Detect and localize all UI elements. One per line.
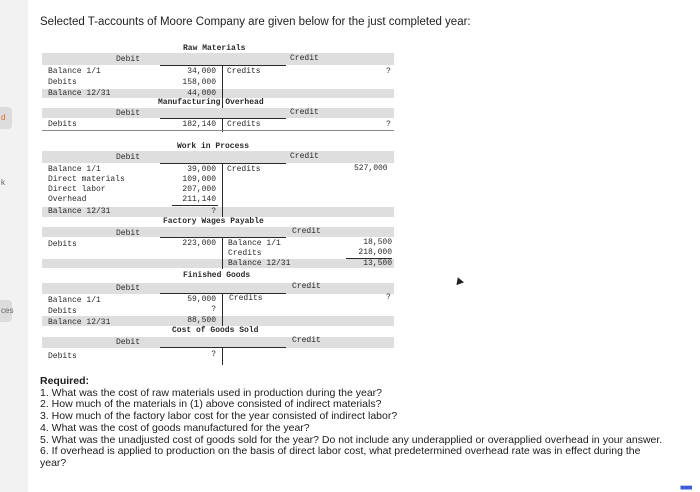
raw-value-debits: 158,000 [182,78,216,87]
raw-materials-title: Raw Materials [183,44,246,53]
moh-debit-header: Debit [116,109,141,118]
fg-title: Finished Goods [183,271,251,280]
cogs-label-debits: Debits [48,352,77,361]
fg-label-end: Balance 12/31 [48,318,111,327]
fg-t-stem [222,293,223,326]
wip-credits-value: 527,000 [354,164,388,173]
fwp-title: Factory Wages Payable [163,217,264,226]
cogs-t-stem [222,347,223,365]
side-tab-label: d [1,113,6,122]
raw-label-debits: Debits [48,78,77,87]
wip-t-bar [160,163,286,164]
fwp-t-bar [160,237,286,238]
cogs-t-bar [160,347,286,348]
wip-credits-label: Credits [227,165,261,174]
required-heading: Required: [40,375,90,387]
required-section [40,376,700,470]
question-4: 4. What was the cost of goods manufactured for the year? [40,421,310,434]
fwp-t-stem [222,237,223,269]
moh-rule [42,130,394,131]
wip-title: Work in Process [177,142,250,151]
wip-value-dm: 109,000 [182,175,216,184]
side-label: k [1,178,5,187]
wip-label-dl: Direct labor [48,185,106,194]
moh-credit-header: Credit [290,108,319,117]
moh-value-debits: 182,140 [182,120,216,129]
cogs-title: Cost of Goods Sold [172,326,259,335]
wip-value-dl: 207,000 [182,185,216,194]
moh-credits-label: Credits [227,120,261,129]
fwp-label-debits: Debits [48,240,77,249]
raw-label-end: Balance 12/31 [48,89,111,98]
moh-label-debits: Debits [48,120,77,129]
fwp-label-end: Balance 12/31 [228,259,291,268]
fg-value-debits: ? [211,305,216,314]
more-dots-icon[interactable]: ■■■ [680,483,692,492]
side-tab-label: ces [1,306,14,315]
wip-t-stem [222,163,223,217]
fg-credits-value: ? [386,293,391,302]
moh-title: Manufacturing Overhead [158,98,264,107]
raw-label-beg: Balance 1/1 [48,67,101,76]
raw-value-end: 44,000 [187,89,216,98]
fwp-credit-header: Credit [292,227,321,236]
wip-value-end: ? [211,207,216,216]
question-6-continued: year? [40,456,67,469]
moh-t-bar [160,118,286,119]
raw-value-beg: 34,000 [187,67,216,76]
fwp-label-credits: Credits [228,249,262,258]
cogs-credit-header: Credit [292,336,321,345]
cogs-value-debits: ? [211,350,216,359]
cogs-debit-header: Debit [116,338,141,347]
left-window-edge [0,0,28,492]
wip-debit-header: Debit [116,153,141,162]
raw-debit-header: Debit [116,55,141,64]
wip-value-oh: 211,140 [182,195,216,204]
question-6: 6. If overhead is applied to production on the basis of direct labor cost, what predetermined overhead rate was in effect during the [40,445,641,458]
wip-value-beg: 39,000 [187,165,216,174]
raw-header-band [42,53,394,65]
wip-label-end: Balance 12/31 [48,207,111,216]
question-5: 5. What was the unadjusted cost of goods sold for the year? Do not include any underapplied or overapplied overhead in your answer. [40,433,663,446]
fg-value-beg: 59,000 [187,295,216,304]
moh-credits-value: ? [386,120,391,129]
intro-text: Selected T-accounts of Moore Company are given below for the just completed year: [40,16,471,28]
mouse-cursor-icon [454,276,464,285]
wip-credit-header: Credit [290,152,319,161]
fg-credit-header: Credit [292,282,321,291]
fwp-value-credits: 218,000 [358,248,392,257]
fwp-value-end: 13,500 [363,259,392,268]
raw-credit-header: Credit [290,54,319,63]
fg-label-debits: Debits [48,307,77,316]
wip-label-beg: Balance 1/1 [48,165,101,174]
wip-header-band [42,151,394,163]
question-3: 3. How much of the factory labor cost for the year consisted of indirect labor? [40,410,398,423]
fwp-value-beg: 18,500 [363,238,392,247]
raw-t-bar [160,65,286,66]
fwp-label-beg: Balance 1/1 [228,239,281,248]
fg-t-bar [160,293,286,294]
question-2: 2. How much of the materials in (1) above consisted of indirect materials? [40,398,382,411]
wip-sum-rule [172,205,218,206]
fg-value-end: 88,500 [187,316,216,325]
raw-credits-value: ? [386,67,391,76]
question-1: 1. What was the cost of raw materials used in production during the year? [40,386,383,399]
fwp-debit-header: Debit [116,229,141,238]
fg-credits-label: Credits [229,294,263,303]
fg-label-beg: Balance 1/1 [48,296,101,305]
moh-header-band [42,108,394,118]
fg-debit-header: Debit [116,284,141,293]
raw-credits-label: Credits [227,67,261,76]
wip-label-oh: Overhead [48,195,87,204]
fwp-header-band [42,227,394,237]
wip-label-dm: Direct materials [48,175,125,184]
fwp-value-debits: 223,000 [182,239,216,248]
